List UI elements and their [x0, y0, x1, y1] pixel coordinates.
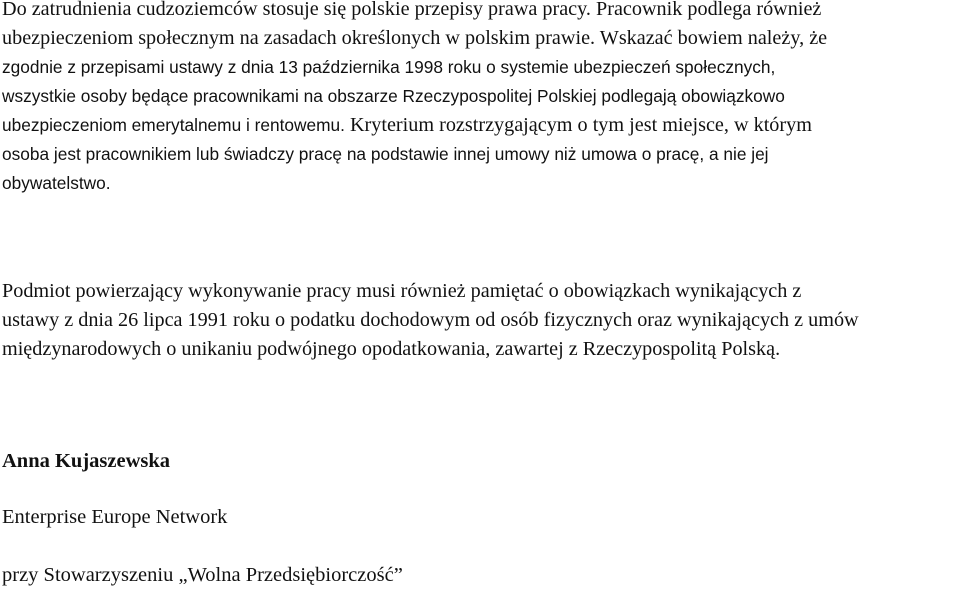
paragraph-1-line-1	[2, 0, 821, 25]
paragraph-1-line-5	[2, 111, 812, 141]
text-line: zgodnie z przepisami ustawy z dnia 13 października 1998 roku o systemie ubezpieczeń społecznych,	[2, 57, 776, 77]
paragraph-2-line-3	[2, 335, 780, 365]
text-line: osoba jest pracownikiem lub świadczy pracę na podstawie innej umowy niż umowa o pracę, a nie jej	[2, 144, 769, 164]
paragraph-1-line-6	[2, 140, 769, 170]
paragraph-2-line-1	[2, 277, 801, 307]
text-line: międzynarodowych o unikaniu podwójnego opodatkowania, zawartej z Rzeczypospolitą Polską.	[2, 338, 781, 360]
text-line: ustawy z dnia 26 lipca 1991 roku o podatku dochodowym od osób fizycznych oraz wynikających z umów	[2, 309, 859, 331]
text-line: Do zatrudnienia cudzoziemców stosuje się polskie przepisy prawa pracy. Pracownik podlega również	[2, 0, 822, 20]
text-line: obywatelstwo.	[2, 173, 111, 193]
author-name: Anna Kujaszewska	[2, 450, 171, 472]
association-name: przy Stowarzyszeniu „Wolna Przedsiębiorczość”	[2, 564, 403, 586]
text-line: wszystkie osoby będące pracownikami na obszarze Rzeczypospolitej Polskiej podlegają obowiązkowo	[2, 86, 785, 106]
paragraph-1-line-3	[2, 53, 775, 83]
paragraph-2-line-2	[2, 306, 859, 336]
organization-name: Enterprise Europe Network	[2, 506, 228, 528]
text-segment-serif: Kryterium rozstrzygającym o tym jest miejsce, w którym	[344, 114, 812, 136]
text-line: ubezpieczeniom społecznym na zasadach określonych w polskim prawie. Wskazać bowiem należy, że	[2, 27, 828, 49]
text-line: Podmiot powierzający wykonywanie pracy musi również pamiętać o obowiązkach wynikających z	[2, 280, 802, 302]
paragraph-1-line-2	[2, 24, 827, 54]
text-segment-sans: ubezpieczeniom emerytalnemu i rentowemu.	[2, 115, 345, 135]
paragraph-1-line-4	[2, 82, 785, 112]
paragraph-1-line-7	[2, 169, 111, 199]
